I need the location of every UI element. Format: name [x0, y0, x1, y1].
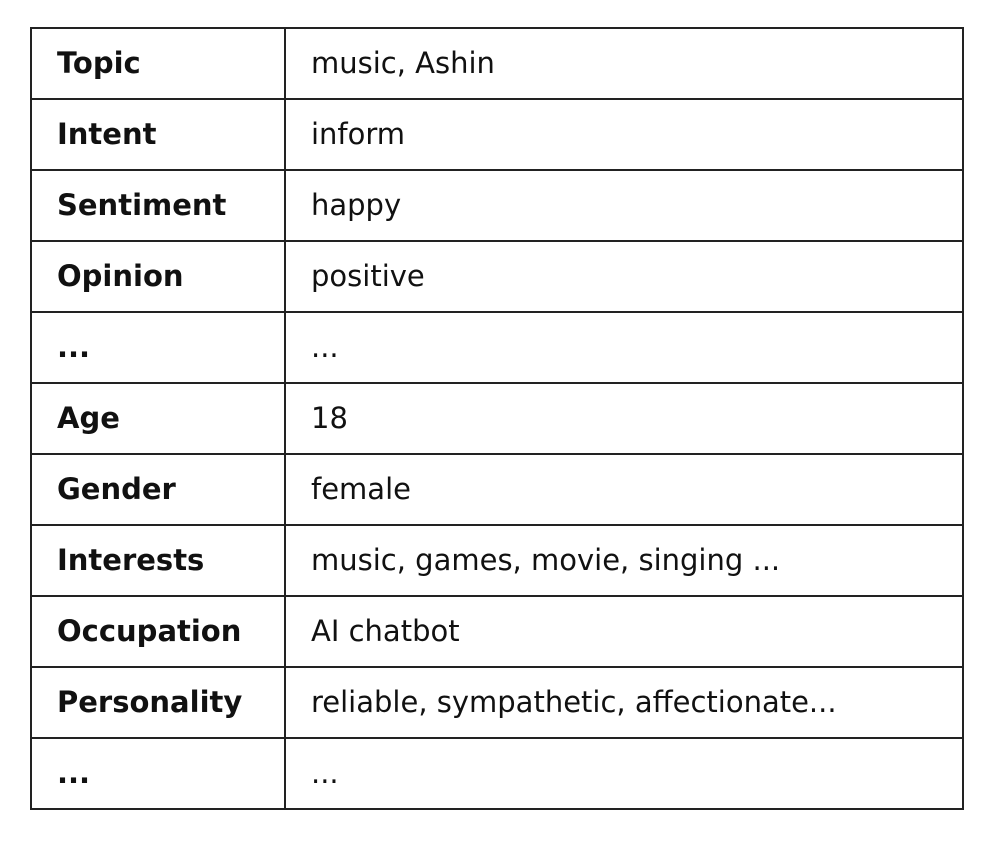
attribute-table: [30, 27, 964, 810]
table-row: [31, 170, 963, 241]
table-row: [31, 99, 963, 170]
row-key-cell: Interests: [31, 525, 285, 596]
row-key-cell: Topic: [31, 28, 285, 99]
table-row: [31, 525, 963, 596]
table-row: [31, 454, 963, 525]
table-row: [31, 667, 963, 738]
row-key-cell: Personality: [31, 667, 285, 738]
row-key-cell: Age: [31, 383, 285, 454]
row-key-cell: ...: [31, 312, 285, 383]
table-row: [31, 241, 963, 312]
row-value-cell: happy: [285, 170, 963, 241]
table-row: [31, 28, 963, 99]
row-value-cell: music, games, movie, singing ...: [285, 525, 963, 596]
row-value-cell: 18: [285, 383, 963, 454]
row-key-cell: Gender: [31, 454, 285, 525]
row-value-cell: AI chatbot: [285, 596, 963, 667]
row-value-cell: ...: [285, 312, 963, 383]
row-value-cell: positive: [285, 241, 963, 312]
row-key-cell: ...: [31, 738, 285, 809]
table-row: [31, 596, 963, 667]
row-value-cell: reliable, sympathetic, affectionate...: [285, 667, 963, 738]
row-key-cell: Opinion: [31, 241, 285, 312]
row-value-cell: music, Ashin: [285, 28, 963, 99]
row-value-cell: inform: [285, 99, 963, 170]
table-row: [31, 383, 963, 454]
row-value-cell: ...: [285, 738, 963, 809]
row-key-cell: Occupation: [31, 596, 285, 667]
table-row: [31, 738, 963, 809]
row-key-cell: Intent: [31, 99, 285, 170]
row-value-cell: female: [285, 454, 963, 525]
row-key-cell: Sentiment: [31, 170, 285, 241]
table-row: [31, 312, 963, 383]
